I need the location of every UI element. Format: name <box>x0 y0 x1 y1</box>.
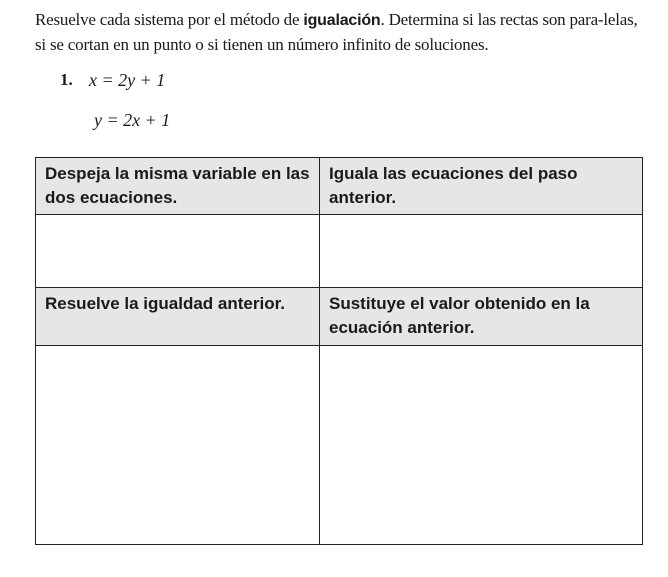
equation-1: x = 2y + 1 <box>89 70 166 90</box>
exercise-number: 1. <box>60 70 73 89</box>
equation-2: y = 2x + 1 <box>94 110 171 130</box>
step-2-header: Iguala las ecuaciones del paso anterior. <box>320 158 643 215</box>
step-2-answer-area[interactable] <box>320 215 643 288</box>
instructions-paragraph <box>35 8 645 57</box>
step-3-answer-area[interactable] <box>36 346 320 545</box>
answer-row-1 <box>36 215 643 288</box>
answer-row-2 <box>36 346 643 545</box>
work-table <box>35 157 643 545</box>
instructions-text-after: . Determina si las rectas son para-lelas, si se cortan en un punto o si tienen un número infinito de soluciones. <box>35 10 638 54</box>
step-1-answer-area[interactable] <box>36 215 320 288</box>
step-4-answer-area[interactable] <box>320 346 643 545</box>
instructions-text-before: Resuelve cada sistema por el método de <box>35 10 304 29</box>
step-1-header: Despeja la misma variable en las dos ecuaciones. <box>36 158 320 215</box>
step-3-header: Resuelve la igualdad anterior. <box>36 288 320 346</box>
method-word: igualación <box>303 12 381 29</box>
header-row-2 <box>36 288 643 346</box>
header-row-1 <box>36 158 643 215</box>
step-4-header: Sustituye el valor obtenido en la ecuación anterior. <box>320 288 643 346</box>
